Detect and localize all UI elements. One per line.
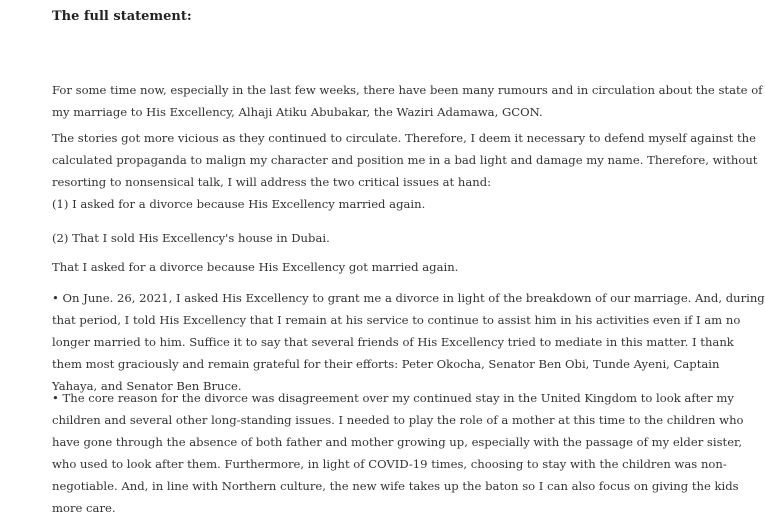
- statement-heading: The full statement:: [52, 9, 192, 24]
- paragraph-rumours-intro: [52, 79, 763, 123]
- text-line: • On June. 26, 2021, I asked His Excellency to grant me a divorce in light of the breakdown of our marriage. And, during: [52, 291, 765, 305]
- text-line: calculated propaganda to malign my character and position me in a bad light and damage my name. Therefore, without: [52, 153, 758, 167]
- text-line: them most graciously and remain grateful for their efforts: Peter Okocha, Senator Ben Obi, Tunde Ayeni, Captain: [52, 357, 720, 371]
- paragraph-propaganda: [52, 127, 758, 193]
- text-line: resorting to nonsensical talk, I will address the two critical issues at hand:: [52, 175, 492, 189]
- text-line: • The core reason for the divorce was disagreement over my continued stay in the United Kingdom to look after my: [52, 391, 734, 405]
- text-line: (1) I asked for a divorce because His Excellency married again.: [52, 197, 426, 211]
- text-line: my marriage to His Excellency, Alhaji Atiku Abubakar, the Waziri Adamawa, GCON.: [52, 105, 543, 119]
- paragraph-bullet-core-reason: [52, 387, 744, 519]
- paragraph-issue-one: [52, 193, 632, 215]
- text-line: The stories got more vicious as they continued to circulate. Therefore, I deem it necessary to defend myself against the: [52, 131, 756, 145]
- paragraph-divorce-subheading: [52, 256, 632, 278]
- text-line: more care.: [52, 501, 116, 515]
- text-line: longer married to him. Suffice it to say that several friends of His Excellency tried to mediate in this matter. I thank: [52, 335, 734, 349]
- text-line: For some time now, especially in the last few weeks, there have been many rumours and in circulation about the state of: [52, 83, 763, 97]
- text-line: That I asked for a divorce because His Excellency got married again.: [52, 260, 459, 274]
- text-line: have gone through the absence of both father and mother growing up, especially with the passage of my elder sister,: [52, 435, 743, 449]
- paragraph-issue-two: [52, 227, 632, 249]
- text-line: (2) That I sold His Excellency's house in Dubai.: [52, 231, 330, 245]
- text-line: negotiable. And, in line with Northern culture, the new wife takes up the baton so I can also focus on giving the kids: [52, 479, 739, 493]
- text-line: that period, I told His Excellency that I remain at his service to continue to assist him in his activities even if I am no: [52, 313, 741, 327]
- text-line: children and several other long-standing issues. I needed to play the role of a mother at this time to the children who: [52, 413, 744, 427]
- paragraph-bullet-june: [52, 287, 765, 397]
- text-line: Yahaya, and Senator Ben Bruce.: [52, 379, 242, 393]
- text-line: who used to look after them. Furthermore, in light of COVID-19 times, choosing to stay with the children was non-: [52, 457, 727, 471]
